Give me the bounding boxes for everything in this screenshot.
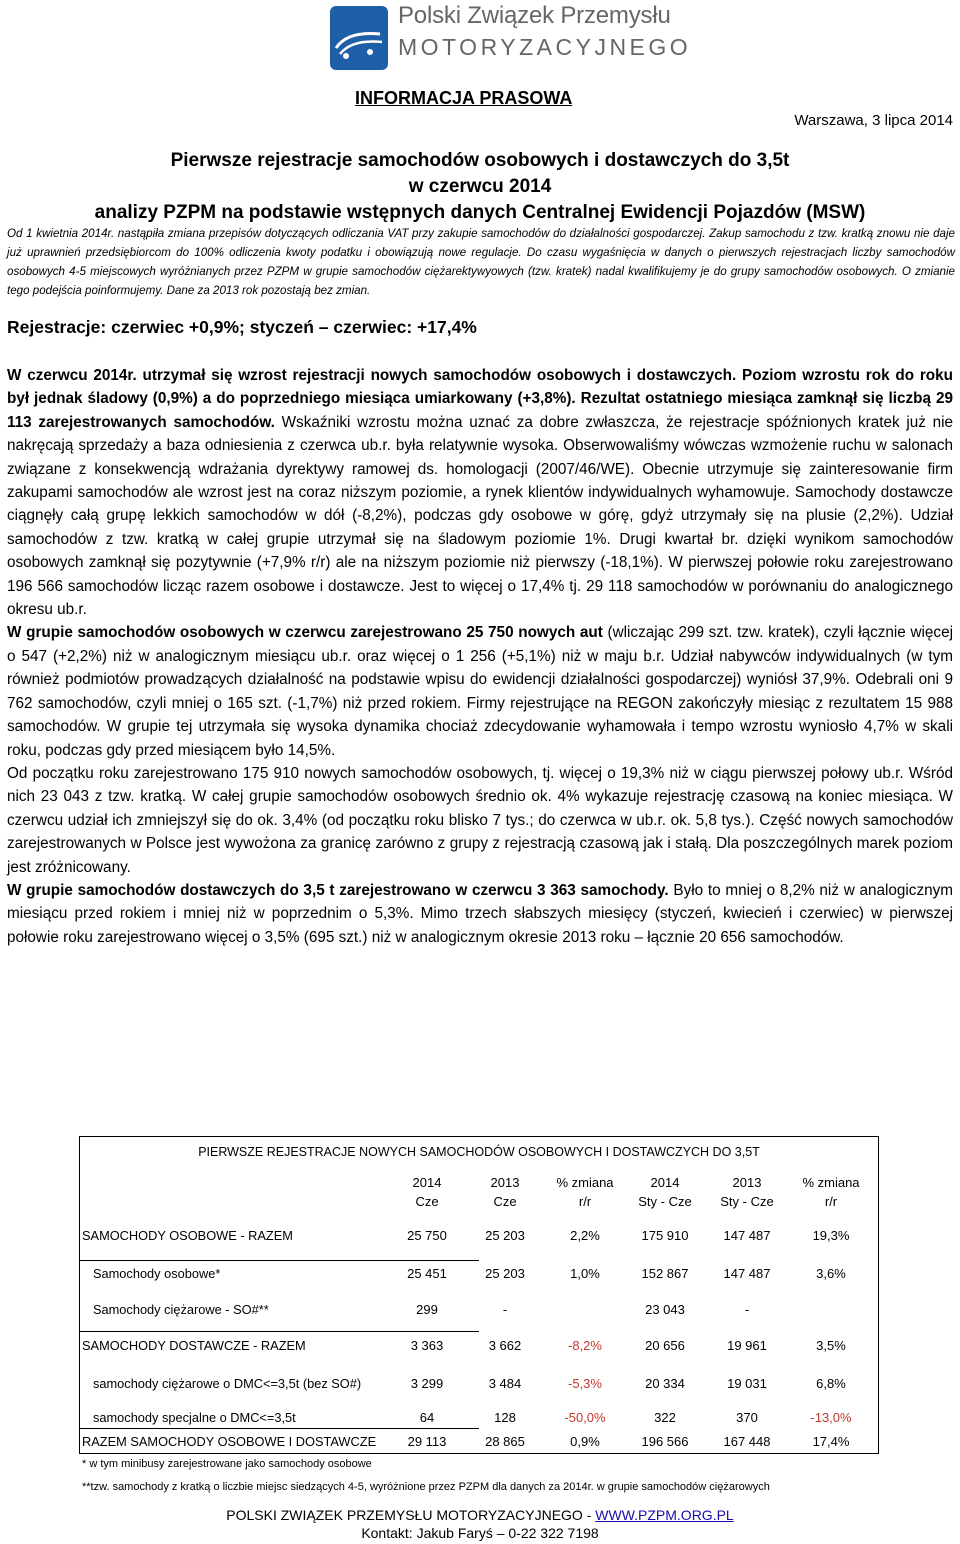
table-row-label: Samochody osobowe* xyxy=(93,1266,221,1281)
table-cell: 19 961 xyxy=(727,1338,767,1353)
logo-line1: Polski Związek Przemysłu xyxy=(398,2,671,29)
release-date: Warszawa, 3 lipca 2014 xyxy=(794,112,953,129)
table-cell: 25 203 xyxy=(485,1228,525,1243)
table-cell: 2,2% xyxy=(570,1228,600,1243)
table-cell: - xyxy=(502,1302,508,1317)
table-cell: 6,8% xyxy=(816,1376,846,1391)
table-cell: 322 xyxy=(654,1410,676,1425)
table-cell: 196 566 xyxy=(641,1434,689,1449)
table-row-divider xyxy=(79,1428,479,1429)
table-cell: 3,5% xyxy=(816,1338,846,1353)
table-cell: 152 867 xyxy=(641,1266,689,1281)
table-row-divider xyxy=(79,1260,479,1261)
table-row-label: RAZEM SAMOCHODY OSOBOWE I DOSTAWCZE xyxy=(82,1434,377,1449)
table-cell: 3,6% xyxy=(816,1266,846,1281)
table-header-line2: r/r xyxy=(824,1194,838,1209)
table-header-line2: r/r xyxy=(578,1194,592,1209)
table-footnote-1: * w tym minibusy zarejestrowane jako samochody osobowe xyxy=(82,1458,372,1470)
table-row-label: Samochody ciężarowe - SO#** xyxy=(93,1302,269,1317)
table-cell: 25 451 xyxy=(407,1266,447,1281)
table-header-line1: 2013 xyxy=(732,1175,762,1190)
table-cell: 128 xyxy=(494,1410,516,1425)
section-subhead: Rejestracje: czerwiec +0,9%; styczeń – czerwiec: +17,4% xyxy=(7,317,477,337)
table-cell: 29 113 xyxy=(407,1434,447,1449)
table-header-col-2 xyxy=(466,1173,544,1211)
paragraph-4 xyxy=(7,879,953,949)
table-cell: 175 910 xyxy=(641,1228,689,1243)
table-header-line1: 2014 xyxy=(412,1175,442,1190)
table-row-label: samochody specjalne o DMC<=3,5t xyxy=(93,1410,296,1425)
table-cell: 1,0% xyxy=(570,1266,600,1281)
table-header-line1: % zmiana xyxy=(802,1175,860,1190)
table-row-label: SAMOCHODY DOSTAWCZE - RAZEM xyxy=(82,1338,306,1353)
table-cell: 28 865 xyxy=(485,1434,525,1449)
table-cell: - xyxy=(744,1302,750,1317)
footer-organization xyxy=(0,1507,960,1523)
paragraph-4-text: Było to mniej o 8,2% niż w analogicznym miesiącu przed rokiem i mniej niż w poprzednim o 5,3%. Mimo trzech słabszych miesięcy (styczeń, kwiecień i czerwiec) w pierwszej połowie roku zarejestrowano więcej o 3,5% (695 szt.) niż w analogicznym okresie 2013 roku – łącznie 20 656 samochodów. xyxy=(7,881,953,946)
table-header-col-1 xyxy=(388,1173,466,1211)
paragraph-2-lead: W grupie samochodów osobowych w czerwcu zarejestrowano 25 750 nowych aut xyxy=(7,624,603,642)
table-cell: 167 448 xyxy=(723,1434,771,1449)
vat-note: Od 1 kwietnia 2014r. nastąpiła zmiana przepisów dotyczących odliczania VAT przy zakupie samochodów do działalności gospodarczej. Zakup samochodu z tzw. kratką znowu nie daje już uprawnień przedsiębiorcom do 100% odliczenia kwoty podatku i obowiązują nowe regulacje. Do czasu wygaśnięcia w danych o pierwszych rejestracjach liczby samochodów osobowych 4-5 miejscowych wyróżnianych przez PZPM w grupie samochodów ciężarektywyowych (tzw. kratek) nadal kwalifikujemy je do grupy samochodów osobowych. O zmianie tego podejścia poinformujemy. Dane za 2013 rok pozostają bez zmian. xyxy=(7,227,955,297)
press-release-title: INFORMACJA PRASOWA xyxy=(355,88,573,108)
table-cell: 370 xyxy=(736,1410,758,1425)
paragraph-3: Od początku roku zarejestrowano 175 910 nowych samochodów osobowych, tj. więcej o 19,3% niż w ciągu pierwszej połowy ub.r. Wśród nich 23 043 z tzw. kratką. W całej grupie samochodów osobowych średnio ok. 4% wykazuje rejestrację czasową na koniec miesiąca. W czerwcu udział ich zmniejszył się do ok. 3,4% (od początku roku blisko 7 tys.; do czerwca w ub.r. ok. 5,8 tys.). Część nowych samochodów zarejestrowanych w Polsce jest wywożona za granicę zarówno z grupy z rejestracją czasową jak i stałą. Dla poszczególnych marek poziom jest zróżnicowany. xyxy=(7,764,953,876)
table-cell: 25 750 xyxy=(407,1228,447,1243)
footer-org-name: POLSKI ZWIĄZEK PRZEMYSŁU MOTORYZACYJNEGO - xyxy=(226,1507,596,1523)
table-header-col-4 xyxy=(626,1173,704,1211)
table-cell: -50,0% xyxy=(564,1410,606,1425)
table-row-divider xyxy=(79,1331,479,1332)
table-header-line1: % zmiana xyxy=(556,1175,614,1190)
table-header-col-5 xyxy=(708,1173,786,1211)
table-cell: 19,3% xyxy=(812,1228,850,1243)
table-cell: 19 031 xyxy=(727,1376,767,1391)
table-cell: -13,0% xyxy=(810,1410,852,1425)
headline-line3: analizy PZPM na podstawie wstępnych danych Centralnej Ewidencji Pojazdów (MSW) xyxy=(94,202,866,223)
table-header-line2: Cze xyxy=(415,1194,439,1209)
table-header-line2: Sty - Cze xyxy=(720,1194,774,1209)
table-cell: 0,9% xyxy=(570,1434,600,1449)
table-row-label: SAMOCHODY OSOBOWE - RAZEM xyxy=(82,1228,293,1243)
footer-contact: Kontakt: Jakub Faryś – 0-22 322 7198 xyxy=(361,1525,599,1541)
table-header-col-3 xyxy=(546,1173,624,1211)
table-cell: 17,4% xyxy=(812,1434,850,1449)
table-cell: 299 xyxy=(416,1302,438,1317)
article-body xyxy=(7,364,953,949)
paragraph-2-text: (wliczając 299 szt. tzw. kratek), czyli łącznie więcej o 547 (+2,2%) niż w analogicznym miesiącu ub.r. oraz więcej o 1 256 (+5,1%) niż w maju b.r. Udział nabywców indywidualnych (w tym również podmiotów prowadzących działalność na podstawie wpisu do ewidencji działalności gospodarczej) wyniósł 37,9%. Odebrali oni 9 762 samochodów, czyli mniej o 165 szt. (-1,7%) niż przed rokiem. Firmy rejestrujące na REGON zakończyły miesiąc z rezultatem 15 988 samochodów. W grupie tej utrzymała się wysoka dynamika chociaż zdecydowanie wyhamowała i tempo wzrostu wyniosło 4,7% w skali roku, podczas gdy przed miesiącem było 14,5%. xyxy=(7,624,953,759)
pzpm-logo-mark-icon xyxy=(330,6,388,70)
table-cell: 20 656 xyxy=(645,1338,685,1353)
footer-website-link[interactable]: WWW.PZPM.ORG.PL xyxy=(595,1507,734,1523)
table-header-line2: Sty - Cze xyxy=(638,1194,692,1209)
paragraph-1-text: Wskaźniki wzrostu można uznać za dobre zwłaszcza, że rejestracje spóźnionych kratek już nie nakręcają sprzedaży a baza odniesienia z czerwca ub.r. była relatywnie wysoka. Obserwowaliśmy wówczas wzmożenie ruchu w salonach związane z konsekwencją wdrażania dyrektywy ramowej ds. homologacji (2007/46/WE). Obecnie utrzymuje się zainteresowanie firm zakupami samochodów ale wzrost jest na coraz niższym poziomie, a rynek klientów indywidualnych wyhamowuje. Samochody dostawcze ciągnęły całą grupę lekkich samochodów w dół (-8,2%), podczas gdy osobowe w górę, gdyż utrzymały się na plusie (2,2%). Udział samochodów z tzw. kratką w całej grupie utrzymał się na śladowym poziomie 1%. Drugi kwartał br. dzięki wynikom samochodów osobowych zamknął się pozytywnie (+7,9% r/r) ale na niższym poziomie niż pierwszy (-18,1%). W pierwszej połowie roku zarejestrowano 196 566 samochodów licząc razem osobowe i dostawcze. Jest to więcej o 17,4% tj. 29 118 samochodów w porównaniu do analogicznego okresu ub.r. xyxy=(7,413,954,619)
paragraph-4-lead: W grupie samochodów dostawczych do 3,5 t zarejestrowano w czerwcu 3 363 samochody. xyxy=(7,881,669,899)
table-cell: -5,3% xyxy=(568,1376,602,1391)
table-cell: 3 662 xyxy=(488,1338,522,1353)
paragraph-2 xyxy=(7,621,953,761)
headline-line2: w czerwcu 2014 xyxy=(408,176,552,197)
table-cell: 20 334 xyxy=(645,1376,685,1391)
table-title: PIERWSZE REJESTRACJE NOWYCH SAMOCHODÓW OSOBOWYCH I DOSTAWCZYCH DO 3,5T xyxy=(198,1145,760,1159)
table-cell: 147 487 xyxy=(723,1266,771,1281)
table-header-line2: Cze xyxy=(493,1194,517,1209)
table-row-label: samochody ciężarowe o DMC<=3,5t (bez SO#) xyxy=(93,1376,362,1391)
table-header-line1: 2013 xyxy=(490,1175,520,1190)
table-cell: 64 xyxy=(419,1410,435,1425)
paragraph-1 xyxy=(7,364,953,621)
table-cell: 3 484 xyxy=(488,1376,522,1391)
table-footnote-2: **tzw. samochody z kratką o liczbie miejsc siedzących 4-5, wyróżnione przez PZPM dla danych za 2014r. w grupie samochodów ciężarowych xyxy=(82,1481,770,1493)
table-cell: 3 299 xyxy=(410,1376,444,1391)
headline-line1: Pierwsze rejestracje samochodów osobowych i dostawczych do 3,5t xyxy=(170,150,790,171)
table-header-col-6 xyxy=(792,1173,870,1211)
table-cell: 147 487 xyxy=(723,1228,771,1243)
table-cell: 25 203 xyxy=(485,1266,525,1281)
paragraph-1-lead: W czerwcu 2014r. utrzymał się wzrost rejestracji nowych samochodów osobowych i dostawczych. Poziom wzrostu rok do roku był jednak śladowy (0,9%) a do poprzedniego miesiąca umiarkowany (+3,8%). Rezultat ostatniego miesiąca zamknął się liczbą 29 113 zarejestrowanych samochodów. xyxy=(7,367,953,431)
logo-line2: MOTORYZACYJNEGO xyxy=(398,34,692,60)
pzpm-logo xyxy=(330,0,692,76)
table-header-line1: 2014 xyxy=(650,1175,680,1190)
table-cell: 3 363 xyxy=(410,1338,444,1353)
table-cell: -8,2% xyxy=(568,1338,602,1353)
table-cell: 23 043 xyxy=(645,1302,685,1317)
